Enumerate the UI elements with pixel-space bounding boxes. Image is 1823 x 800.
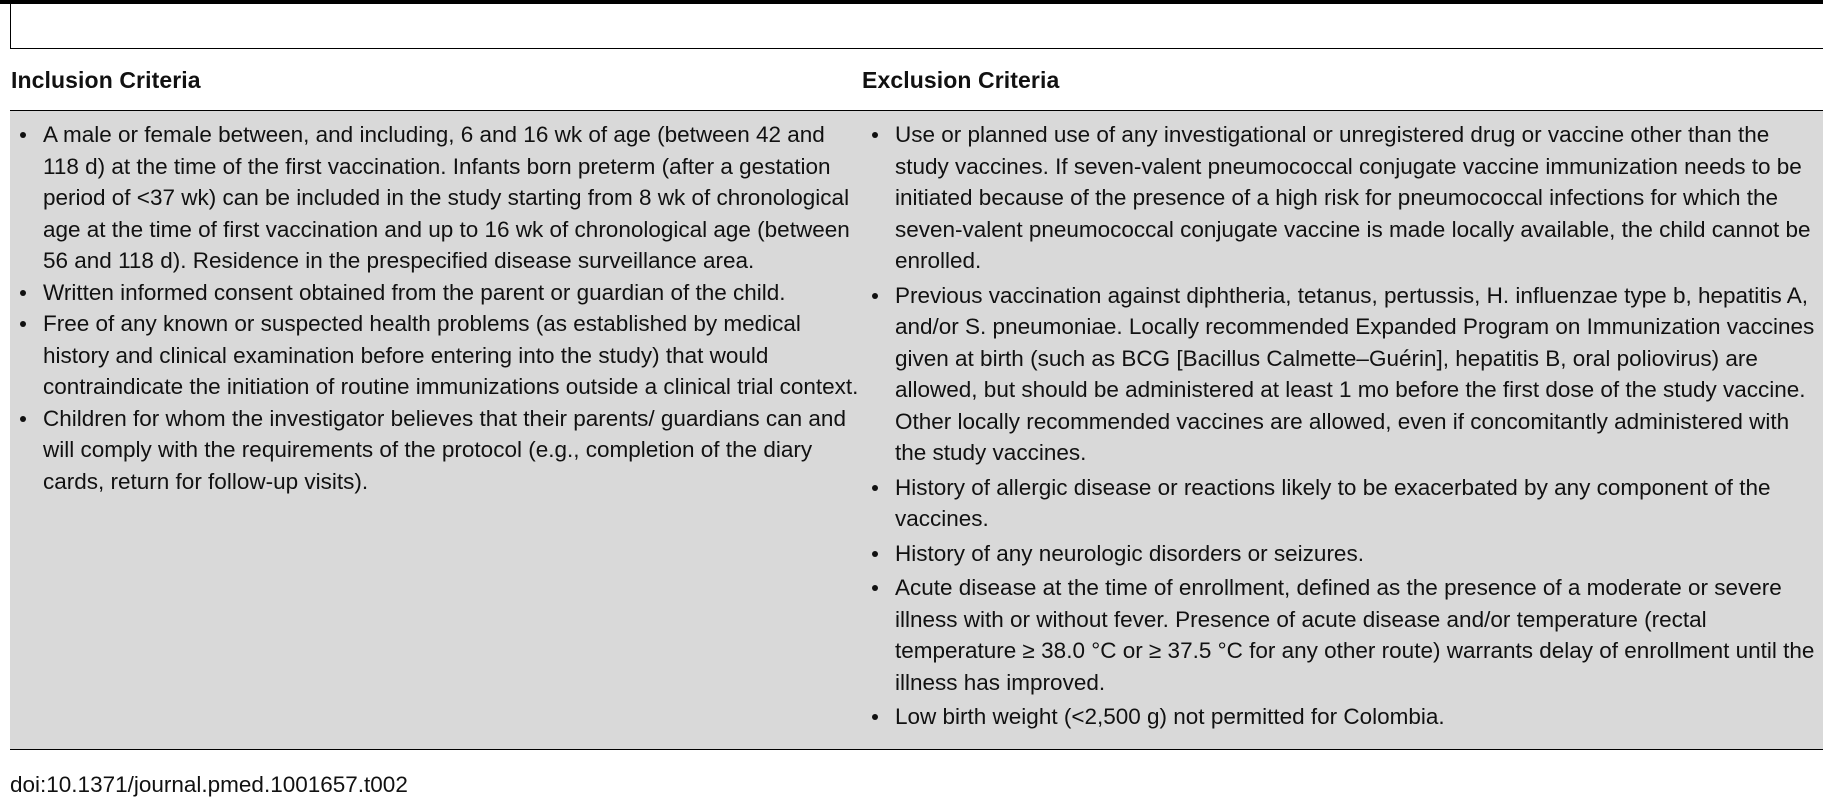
exclusion-item: [862, 701, 1823, 733]
inclusion-item-text: Written informed consent obtained from the parent or guardian of the child.: [43, 279, 786, 305]
exclusion-item-text: Use or planned use of any investigational or unregistered drug or vaccine other than the study vaccines. If seven-valent pneumococcal conjugate vaccine immunization needs to be initiated because of the presence of a high risk for pneumococcal infections for which the seven-valent pneumococcal conjugate vaccine is made locally available, the child cannot be enrolled.: [895, 122, 1811, 273]
exclusion-item: [862, 119, 1823, 277]
inclusion-item: [10, 277, 860, 309]
table-header-row: [10, 49, 1823, 111]
inclusion-item: [10, 403, 860, 498]
inclusion-item-text: Free of any known or suspected health problems (as established by medical history and clinical examination before entering into the study) that would contraindicate the initiation of routine immunizations outside a clinical trial context.: [43, 311, 859, 399]
exclusion-item-text: History of allergic disease or reactions likely to be exacerbated by any component of the vaccines.: [895, 474, 1771, 531]
criteria-table: [10, 48, 1823, 750]
exclusion-header: Exclusion Criteria: [862, 67, 1060, 93]
inclusion-header: Inclusion Criteria: [11, 67, 201, 93]
exclusion-item: [862, 472, 1823, 535]
exclusion-item: [862, 572, 1823, 698]
exclusion-list: [862, 119, 1823, 736]
exclusion-item-text: Low birth weight (<2,500 g) not permitted for Colombia.: [895, 704, 1445, 729]
exclusion-item: [862, 538, 1823, 570]
exclusion-item: [862, 280, 1823, 469]
top-rule: [0, 0, 1823, 4]
inclusion-item: [10, 119, 860, 277]
exclusion-item-text: Previous vaccination against diphtheria, tetanus, pertussis, H. influenzae type b, hepatitis A, and/or S. pneumoniae. Locally recommended Expanded Program on Immunization vaccines given at birth (such as BCG [Bacillus Calmette–Guérin], hepatitis B, oral poliovirus) are allowed, but should be administered at least 1 mo before the first dose of the study vaccine. Other locally recommended vaccines are allowed, even if concomitantly administered with the study vaccines.: [895, 282, 1815, 465]
exclusion-item-text: Acute disease at the time of enrollment, defined as the presence of a moderate or severe illness with or without fever. Presence of acute disease and/or temperature (rectal temperature ≥ 38.0 °C or ≥ 37.5 °C for any other route) warrants delay of enrollment until the illness has improved.: [895, 575, 1815, 695]
inclusion-item: [10, 308, 860, 403]
inclusion-item-text: Children for whom the investigator believes that their parents/ guardians can and will comply with the requirements of the protocol (e.g., completion of the diary cards, return for follow-up visits).: [43, 405, 846, 494]
inclusion-list: [10, 119, 860, 497]
doi-caption: doi:10.1371/journal.pmed.1001657.t002: [10, 772, 408, 797]
exclusion-item-text: History of any neurologic disorders or seizures.: [895, 540, 1364, 566]
inclusion-item-text: A male or female between, and including, 6 and 16 wk of age (between 42 and 118 d) at the time of the first vaccination. Infants born preterm (after a gestation period of <37 wk) can be included in the study starting from 8 wk of chronological age at the time of first vaccination and up to 16 wk of chronological age (between 56 and 118 d). Residence in the prespecified disease surveillance area.: [43, 122, 850, 273]
table-body-row: [10, 111, 1823, 749]
